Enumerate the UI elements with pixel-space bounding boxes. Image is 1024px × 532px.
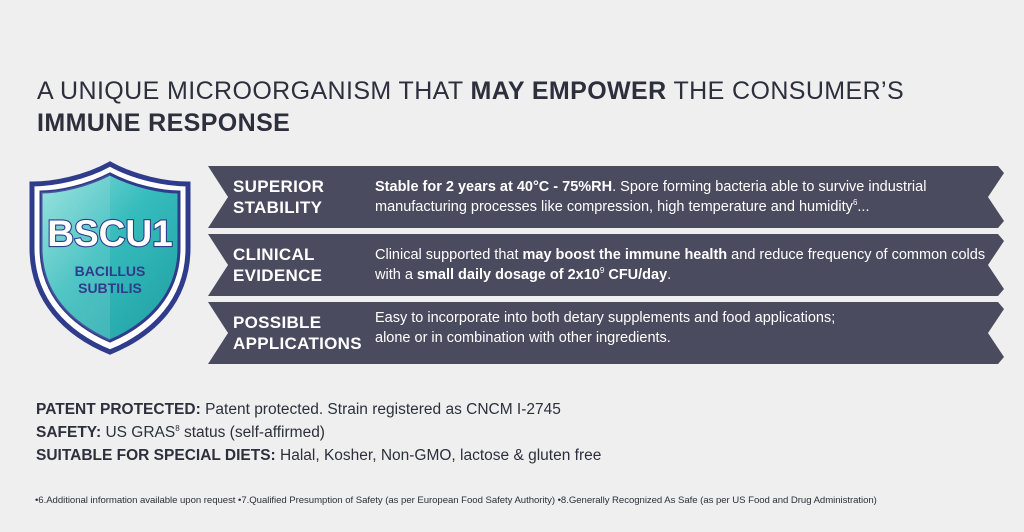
label-line: APPLICATIONS	[233, 334, 362, 353]
fact-text: US GRAS	[101, 424, 176, 441]
fact-text: status (self-affirmed)	[179, 424, 325, 441]
feature-label-stability	[233, 176, 324, 218]
facts-list	[36, 398, 601, 467]
fact-label: SAFETY:	[36, 424, 102, 441]
desc-emphasis: Stable for 2 years at 40°C - 75%RH	[375, 179, 613, 195]
desc-text: .	[667, 267, 672, 283]
feature-row-stability	[208, 166, 1004, 228]
feature-label-clinical	[233, 244, 322, 286]
feature-desc-applications	[375, 308, 995, 348]
fact-label: PATENT PROTECTED:	[36, 401, 201, 418]
fact-patent	[36, 398, 601, 421]
feature-row-clinical	[208, 234, 1004, 296]
fact-text: Halal, Kosher, Non-GMO, lactose & gluten free	[275, 447, 602, 464]
desc-emphasis: small daily dosage of 2x10	[416, 267, 600, 283]
label-line: EVIDENCE	[233, 266, 323, 285]
desc-text: Easy to incorporate into both detary supplements and food applications;	[375, 310, 836, 327]
desc-emphasis: may boost the immune health	[522, 247, 728, 263]
desc-text: alone or in combination with other ingredients.	[375, 330, 671, 347]
headline-text-end: THE CONSUMER’S	[666, 77, 905, 105]
desc-text: ...	[857, 199, 870, 215]
desc-emphasis: CFU/day	[604, 267, 668, 283]
label-line: STABILITY	[233, 198, 323, 217]
headline-line-2: IMMUNE RESPONSE	[37, 109, 291, 137]
fact-diets	[36, 444, 601, 467]
label-line: CLINICAL	[233, 245, 315, 264]
feature-label-applications	[233, 312, 362, 354]
headline-text: A UNIQUE MICROORGANISM THAT	[37, 77, 471, 105]
fact-label: SUITABLE FOR SPECIAL DIETS:	[36, 447, 276, 464]
exponent: 9	[599, 266, 605, 275]
badge-line-1: BACILLUS	[74, 263, 146, 279]
headline	[37, 76, 997, 138]
headline-emphasis: MAY EMPOWER	[470, 77, 667, 105]
desc-text: . Spore forming bacteria able to survive industrial manufacturing processes like compression, high temperature and humidity	[375, 179, 927, 215]
desc-text: Clinical supported that	[375, 247, 523, 263]
footnotes: •6.Additional information available upon request •7.Qualified Presumption of Safety (as per European Food Safety Authority) •8.Generally Recognized As Safe (as per US Food and Drug Administration)	[35, 495, 877, 506]
badge-code: BSCU1	[47, 213, 173, 254]
headline-line-1	[37, 76, 997, 106]
label-line: SUPERIOR	[233, 177, 325, 196]
label-line: POSSIBLE	[233, 313, 322, 332]
feature-row-applications	[208, 302, 1004, 364]
feature-desc-clinical	[375, 245, 995, 285]
badge-line-2: SUBTILIS	[78, 280, 142, 296]
fact-safety	[36, 421, 601, 444]
shield-icon	[27, 160, 193, 356]
footnote-ref: 8	[175, 424, 180, 433]
fact-text: Patent protected. Strain registered as CNCM I-2745	[200, 401, 561, 418]
feature-desc-stability	[375, 177, 995, 217]
footnote-ref: 6	[852, 198, 858, 207]
desc-text: and reduce frequency of common colds with a	[375, 247, 986, 283]
